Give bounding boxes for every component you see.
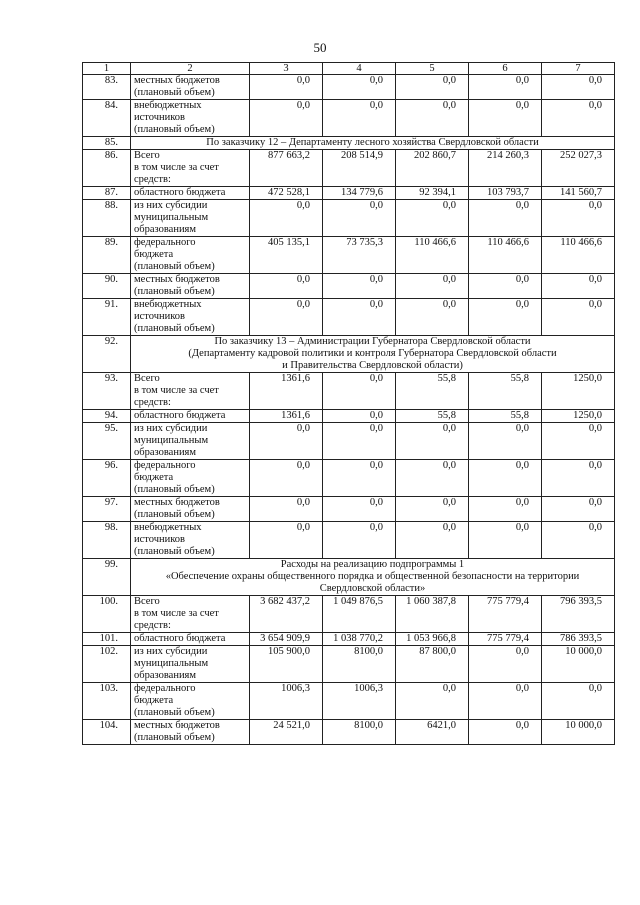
value-cell: 0,0 [469,75,542,100]
value-cell: 0,0 [542,460,615,497]
table-row [83,460,615,497]
value-cell: 0,0 [542,200,615,237]
row-label: внебюджетных источников (плановый объем) [131,522,250,559]
value-cell: 0,0 [323,522,396,559]
section-row [83,559,615,596]
budget-table [82,62,615,745]
header-row [83,63,615,75]
row-number: 93. [83,373,131,410]
value-cell: 0,0 [323,100,396,137]
section-title: По заказчику 13 – Администрации Губернатора Свердловской области (Департаменту кадровой политики и контроля Губернатора Свердловской области и Правительства Свердловской области) [131,336,615,373]
value-cell: 73 735,3 [323,237,396,274]
table-row [83,100,615,137]
row-label: областного бюджета [131,633,250,646]
value-cell: 1 060 387,8 [396,596,469,633]
column-header: 6 [469,63,542,75]
value-cell: 87 800,0 [396,646,469,683]
row-label: внебюджетных источников (плановый объем) [131,100,250,137]
value-cell: 0,0 [323,410,396,423]
value-cell: 92 394,1 [396,187,469,200]
value-cell: 0,0 [396,299,469,336]
value-cell: 0,0 [323,460,396,497]
row-label: из них субсидии муниципальным образованиям [131,200,250,237]
value-cell: 0,0 [250,75,323,100]
table-row [83,423,615,460]
row-number: 92. [83,336,131,373]
row-number: 91. [83,299,131,336]
value-cell: 0,0 [396,200,469,237]
value-cell: 0,0 [323,75,396,100]
value-cell: 1 049 876,5 [323,596,396,633]
value-cell: 55,8 [469,410,542,423]
value-cell: 0,0 [250,200,323,237]
value-cell: 786 393,5 [542,633,615,646]
row-number: 101. [83,633,131,646]
value-cell: 0,0 [250,522,323,559]
row-number: 84. [83,100,131,137]
value-cell: 8100,0 [323,720,396,745]
value-cell: 1006,3 [250,683,323,720]
row-label: местных бюджетов (плановый объем) [131,75,250,100]
value-cell: 0,0 [469,497,542,522]
value-cell: 1006,3 [323,683,396,720]
row-label: из них субсидии муниципальным образованиям [131,423,250,460]
row-label: местных бюджетов (плановый объем) [131,720,250,745]
value-cell: 10 000,0 [542,646,615,683]
value-cell: 0,0 [542,522,615,559]
value-cell: 0,0 [396,497,469,522]
value-cell: 0,0 [469,522,542,559]
value-cell: 134 779,6 [323,187,396,200]
value-cell: 0,0 [542,75,615,100]
table-row [83,522,615,559]
value-cell: 1361,6 [250,373,323,410]
table-row [83,75,615,100]
row-number: 102. [83,646,131,683]
value-cell: 0,0 [250,497,323,522]
table-row [83,720,615,745]
value-cell: 0,0 [250,460,323,497]
table-row [83,633,615,646]
value-cell: 0,0 [396,460,469,497]
value-cell: 472 528,1 [250,187,323,200]
value-cell: 1 038 770,2 [323,633,396,646]
value-cell: 0,0 [542,497,615,522]
value-cell: 775 779,4 [469,596,542,633]
row-label: федерального бюджета (плановый объем) [131,237,250,274]
value-cell: 0,0 [469,299,542,336]
value-cell: 1250,0 [542,410,615,423]
value-cell: 0,0 [469,646,542,683]
row-number: 89. [83,237,131,274]
row-label: федерального бюджета (плановый объем) [131,683,250,720]
column-header: 2 [131,63,250,75]
value-cell: 0,0 [323,299,396,336]
value-cell: 0,0 [323,373,396,410]
value-cell: 202 860,7 [396,150,469,187]
value-cell: 0,0 [542,100,615,137]
value-cell: 0,0 [323,274,396,299]
column-header: 1 [83,63,131,75]
value-cell: 0,0 [323,200,396,237]
row-number: 87. [83,187,131,200]
table-row [83,497,615,522]
value-cell: 0,0 [469,274,542,299]
value-cell: 796 393,5 [542,596,615,633]
value-cell: 1250,0 [542,373,615,410]
value-cell: 10 000,0 [542,720,615,745]
value-cell: 103 793,7 [469,187,542,200]
value-cell: 0,0 [469,200,542,237]
value-cell: 0,0 [396,423,469,460]
value-cell: 0,0 [542,299,615,336]
column-header: 3 [250,63,323,75]
row-label: областного бюджета [131,410,250,423]
table-row [83,150,615,187]
column-header: 5 [396,63,469,75]
value-cell: 0,0 [323,497,396,522]
value-cell: 0,0 [396,274,469,299]
value-cell: 6421,0 [396,720,469,745]
value-cell: 252 027,3 [542,150,615,187]
row-number: 86. [83,150,131,187]
table-row [83,274,615,299]
value-cell: 214 260,3 [469,150,542,187]
row-label: местных бюджетов (плановый объем) [131,497,250,522]
column-header: 4 [323,63,396,75]
table-row [83,237,615,274]
value-cell: 55,8 [396,373,469,410]
value-cell: 0,0 [250,423,323,460]
value-cell: 3 682 437,2 [250,596,323,633]
row-label: областного бюджета [131,187,250,200]
table-row [83,596,615,633]
row-number: 85. [83,137,131,150]
row-label: местных бюджетов (плановый объем) [131,274,250,299]
table-row [83,200,615,237]
row-number: 97. [83,497,131,522]
value-cell: 0,0 [542,683,615,720]
table-row [83,646,615,683]
row-number: 90. [83,274,131,299]
row-label: Всего в том числе за счет средств: [131,596,250,633]
table-row [83,299,615,336]
value-cell: 24 521,0 [250,720,323,745]
row-number: 96. [83,460,131,497]
value-cell: 55,8 [396,410,469,423]
row-number: 95. [83,423,131,460]
value-cell: 1361,6 [250,410,323,423]
value-cell: 0,0 [250,299,323,336]
value-cell: 141 560,7 [542,187,615,200]
row-number: 103. [83,683,131,720]
value-cell: 3 654 909,9 [250,633,323,646]
value-cell: 877 663,2 [250,150,323,187]
row-label: Всего в том числе за счет средств: [131,150,250,187]
section-row [83,137,615,150]
value-cell: 0,0 [469,423,542,460]
value-cell: 0,0 [396,522,469,559]
value-cell: 0,0 [542,274,615,299]
value-cell: 0,0 [250,100,323,137]
row-label: Всего в том числе за счет средств: [131,373,250,410]
value-cell: 405 135,1 [250,237,323,274]
value-cell: 110 466,6 [396,237,469,274]
row-number: 88. [83,200,131,237]
column-header: 7 [542,63,615,75]
value-cell: 0,0 [396,75,469,100]
value-cell: 0,0 [469,683,542,720]
table-row [83,187,615,200]
section-row [83,336,615,373]
value-cell: 110 466,6 [469,237,542,274]
section-title: По заказчику 12 – Департаменту лесного хозяйства Свердловской области [131,137,615,150]
section-title: Расходы на реализацию подпрограммы 1 «Обеспечение охраны общественного порядка и общественной безопасности на территории Свердловской области» [131,559,615,596]
row-label: из них субсидии муниципальным образованиям [131,646,250,683]
value-cell: 0,0 [469,460,542,497]
page-number: 50 [313,40,327,55]
value-cell: 0,0 [542,423,615,460]
value-cell: 208 514,9 [323,150,396,187]
table-row [83,373,615,410]
value-cell: 0,0 [469,720,542,745]
table-row [83,410,615,423]
row-number: 104. [83,720,131,745]
value-cell: 105 900,0 [250,646,323,683]
value-cell: 1 053 966,8 [396,633,469,646]
row-number: 100. [83,596,131,633]
row-label: федерального бюджета (плановый объем) [131,460,250,497]
value-cell: 0,0 [396,100,469,137]
value-cell: 8100,0 [323,646,396,683]
value-cell: 55,8 [469,373,542,410]
row-number: 94. [83,410,131,423]
row-number: 83. [83,75,131,100]
row-number: 98. [83,522,131,559]
table-row [83,683,615,720]
row-label: внебюджетных источников (плановый объем) [131,299,250,336]
value-cell: 110 466,6 [542,237,615,274]
value-cell: 0,0 [323,423,396,460]
value-cell: 0,0 [396,683,469,720]
value-cell: 775 779,4 [469,633,542,646]
row-number: 99. [83,559,131,596]
value-cell: 0,0 [250,274,323,299]
value-cell: 0,0 [469,100,542,137]
